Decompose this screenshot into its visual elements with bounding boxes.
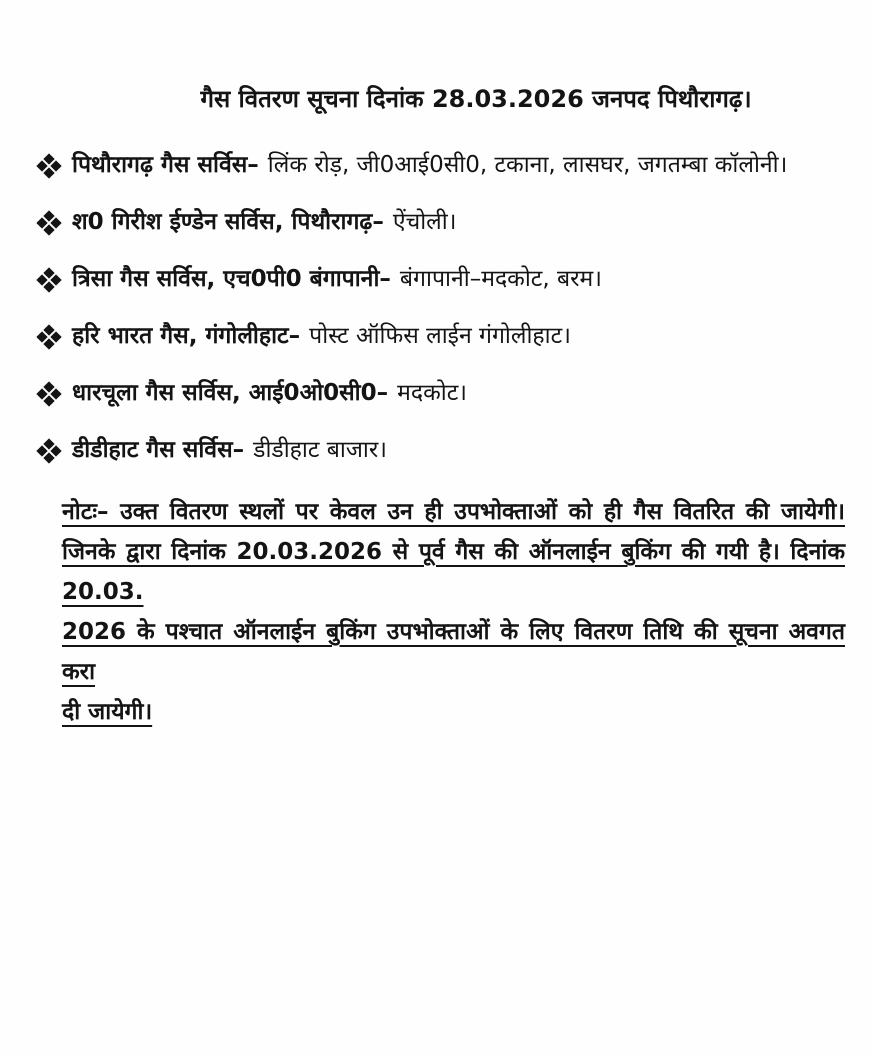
list-item-text xyxy=(72,150,787,180)
page-title: गैस वितरण सूचना दिनांक 28.03.2026 जनपद पिथौरागढ़। xyxy=(200,85,752,113)
note-line: नोटः– उक्त वितरण स्थलों पर केवल उन ही उपभोक्ताओं को ही गैस वितरित की जायेगी। xyxy=(62,499,845,525)
diamond-bullet-icon xyxy=(38,212,60,234)
diamond-bullet-icon xyxy=(38,383,60,405)
diamond-bullet-icon xyxy=(38,269,60,291)
list-item xyxy=(38,378,844,408)
list-item-text xyxy=(72,435,387,465)
list-item-text xyxy=(72,207,456,237)
distributor-list xyxy=(38,150,844,465)
diamond-bullet-icon xyxy=(38,440,60,462)
diamond-bullet-icon xyxy=(38,155,60,177)
list-item xyxy=(38,321,844,351)
distributor-locations: लिंक रोड़, जी0आई0सी0, टकाना, लासघर, जगतम्बा कॉलोनी। xyxy=(267,152,788,178)
distributor-name: धारचूला गैस सर्विस, आई0ओ0सी0– xyxy=(72,380,389,406)
diamond-bullet-icon xyxy=(38,326,60,348)
note-line: 2026 के पश्चात ऑनलाईन बुकिंग उपभोक्ताओं के लिए वितरण तिथि की सूचना अवगत करा xyxy=(62,619,845,685)
distributor-name: पिथौरागढ़ गैस सर्विस– xyxy=(72,152,259,178)
distributor-locations: बंगापानी–मदकोट, बरम। xyxy=(399,266,603,292)
distributor-locations: पोस्ट ऑफिस लाईन गंगोलीहाट। xyxy=(309,323,571,349)
distributor-name: श0 गिरीश ईण्डेन सर्विस, पिथौरागढ़– xyxy=(72,209,384,235)
distributor-locations: डीडीहाट बाजार। xyxy=(253,437,387,463)
distributor-name: हरि भारत गैस, गंगोलीहाट– xyxy=(72,323,301,349)
distributor-name: डीडीहाट गैस सर्विस– xyxy=(72,437,245,463)
note-line: जिनके द्वारा दिनांक 20.03.2026 से पूर्व गैस की ऑनलाईन बुकिंग की गयी है। दिनांक 20.03. xyxy=(62,539,845,605)
note-line: दी जायेगी। xyxy=(62,699,153,725)
list-item xyxy=(38,435,844,465)
list-item-text xyxy=(72,264,602,294)
list-item xyxy=(38,207,844,237)
distributor-locations: ऐंचोली। xyxy=(392,209,457,235)
note-section xyxy=(62,492,845,732)
list-item-text xyxy=(72,378,467,408)
list-item xyxy=(38,264,844,294)
list-item xyxy=(38,150,844,180)
distributor-locations: मदकोट। xyxy=(397,380,468,406)
list-item-text xyxy=(72,321,571,351)
distributor-name: त्रिसा गैस सर्विस, एच0पी0 बंगापानी– xyxy=(72,266,391,292)
